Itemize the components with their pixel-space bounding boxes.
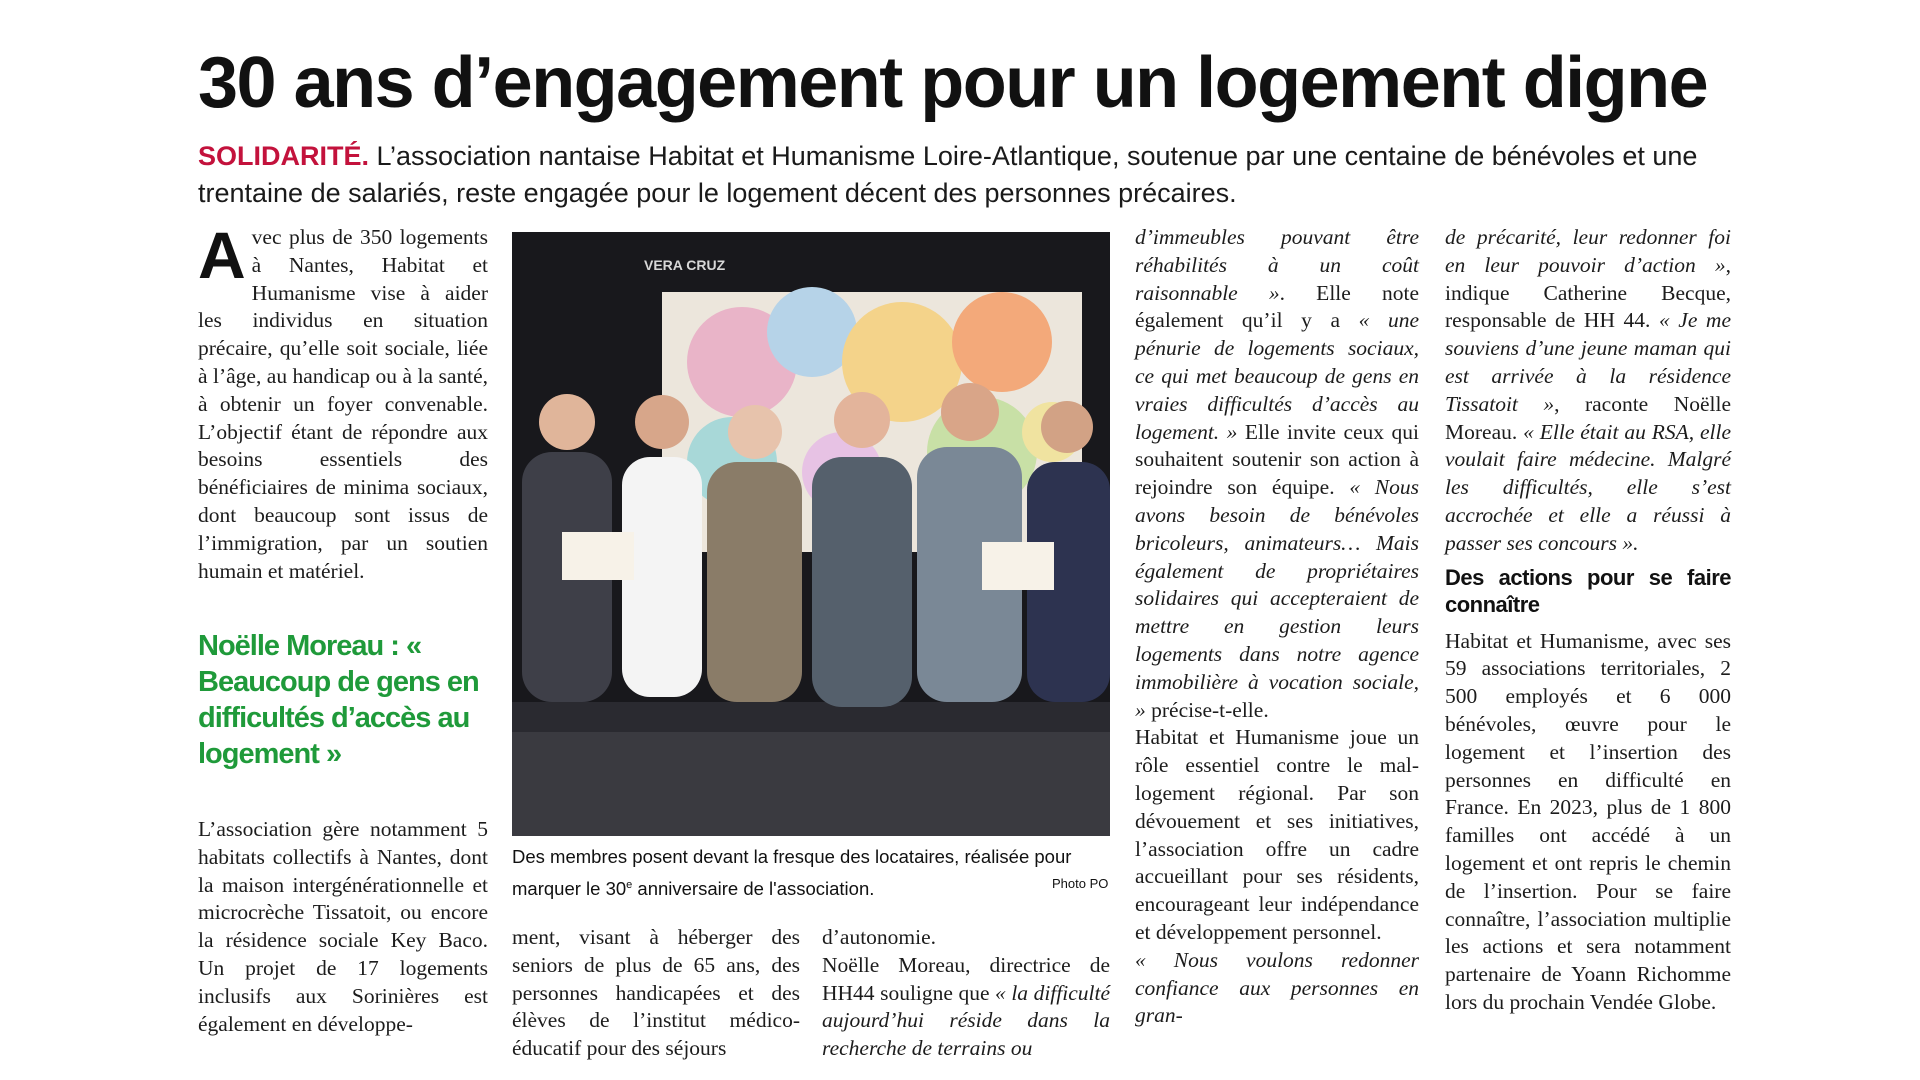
paragraph-role: Habitat et Humanisme joue un rôle essentiel contre le mal-logement régional. Par son dévouement et ses initiatives, l’association offre un cadre accueillant pour ses résidents, encourageant leur indépendance et développement personnel. bbox=[1135, 725, 1419, 944]
column-5 bbox=[1445, 224, 1731, 1017]
photo-caption bbox=[512, 843, 1110, 903]
column-4 bbox=[1135, 224, 1419, 1030]
text-indique: , indique Catherine Becque, responsable de HH 44. bbox=[1445, 252, 1731, 333]
quote-benevoles: « Nous avons besoin de bénévoles bricoleurs, animateurs… Mais également de propriétaires solidaires qui accepteraient de mettre en gestion leurs logements dans notre agence immobilière à vocation sociale, » bbox=[1135, 475, 1419, 722]
venue-sign: VERA CRUZ bbox=[644, 257, 726, 273]
text-elle-invite: Elle invite ceux qui souhaitent soutenir son action à rejoindre son équipe. bbox=[1135, 419, 1419, 500]
subhead: Des actions pour se faire connaître bbox=[1445, 564, 1731, 617]
intro-text: vec plus de 350 logements à Nantes, Habitat et Humanisme vise à aider les individus en situation précaire, qu’elle soit sociale, liée à l’âge, au handicap ou à la santé, à obtenir un foyer convenable. L’objectif étant de répondre aux besoins essentiels des bénéficiaires de minima sociaux, dont beaucoup sont issus de l’immigration, par un soutien humain et matériel. bbox=[198, 225, 488, 583]
paragraph-precarite bbox=[1445, 224, 1731, 558]
paragraph-penurie bbox=[1135, 224, 1419, 724]
column-2 bbox=[512, 924, 800, 1063]
quote-penurie: « une pénurie de logements sociaux, ce qui met beaucoup de gens en vraies difficultés d’accès au logement. » bbox=[1135, 308, 1419, 444]
kicker: SOLIDARITÉ. bbox=[198, 141, 370, 171]
photo-credit: Photo PO bbox=[1052, 876, 1109, 891]
paragraph-seniors: ment, visant à héberger des seniors de plus de 65 ans, des personnes handicapées et des élèves de l’institut médico-éducatif pour des séjours bbox=[512, 925, 800, 1061]
pull-quote: Noëlle Moreau : « Beaucoup de gens en difficultés d’accès au logement » bbox=[198, 630, 479, 770]
caption-line-2-end: anniversaire de l'association. bbox=[632, 878, 875, 900]
quote-jeune-maman: « Je me souviens d’une jeune maman qui est arrivée à la résidence Tissatoit » bbox=[1445, 308, 1731, 416]
paragraph-confiance bbox=[1135, 947, 1419, 1030]
text-precise: précise-t-elle. bbox=[1145, 697, 1269, 722]
paragraph-autonomie: d’autonomie. bbox=[822, 925, 937, 949]
quote-immeubles: d’immeubles pouvant être réhabilités à un coût raisonnable » bbox=[1135, 225, 1419, 305]
paragraph-actions: Habitat et Humanisme, avec ses 59 associations territoriales, 2 500 employés et 6 000 bénévoles, œuvre pour le logement et l’insertion des personnes en difficulté en France. En 2023, plus de 1 800 familles ont accédé à un logement et ont repris le chemin de l’insertion. Pour se faire connaître, l’association multiplie les actions et sera notamment partenaire de Yoann Richomme lors du prochain Vendée Globe. bbox=[1445, 628, 1731, 1014]
lede bbox=[198, 138, 1758, 212]
paragraph-director bbox=[822, 952, 1110, 1063]
column-1-bottom bbox=[198, 816, 488, 1038]
photo-illustration bbox=[512, 232, 1110, 836]
drop-cap: A bbox=[198, 218, 246, 292]
caption-line-2: marquer le 30 bbox=[512, 878, 627, 900]
text-elle-note: . Elle note également qu’il y a bbox=[1135, 280, 1419, 333]
headline: 30 ans d’engagement pour un logement digne bbox=[198, 43, 1708, 123]
director-quote: « la difficulté aujourd’hui réside dans la recherche de terrains ou bbox=[822, 980, 1111, 1061]
lede-text: L’association nantaise Habitat et Humanisme Loire-Atlantique, soutenue par une centaine de bénévoles et une trentaine de salariés, reste engagée pour le logement décent des personnes précaires. bbox=[198, 141, 1698, 208]
caption-superscript: e bbox=[626, 879, 633, 891]
intro-paragraph bbox=[198, 218, 488, 585]
text-raconte: , raconte Noëlle Moreau. bbox=[1445, 391, 1731, 444]
quote-rsa: « Elle était au RSA, elle voulait faire médecine. Malgré les difficultés, elle s’est accrochée et elle a réussi à passer ses concours ». bbox=[1445, 419, 1731, 555]
column-1 bbox=[198, 218, 488, 585]
article-photo bbox=[512, 232, 1110, 836]
director-text: Noëlle Moreau, directrice de HH44 souligne que bbox=[822, 952, 1110, 1005]
quote-confiance: « Nous voulons redonner confiance aux personnes en gran- bbox=[1135, 947, 1419, 1028]
column-3 bbox=[822, 924, 1110, 1063]
paragraph-habitats: L’association gère notamment 5 habitats collectifs à Nantes, dont la maison intergénérationnelle et microcrèche Tissatoit, ou encore la résidence sociale Key Baco. Un projet de 17 logements inclusifs aux Sorinières est également en développe- bbox=[198, 817, 488, 1036]
quote-precarite: de précarité, leur redonner foi en leur pouvoir d’action » bbox=[1445, 225, 1731, 277]
caption-line-1: Des membres posent devant la fresque des locataires, réalisée pour bbox=[512, 846, 1072, 867]
